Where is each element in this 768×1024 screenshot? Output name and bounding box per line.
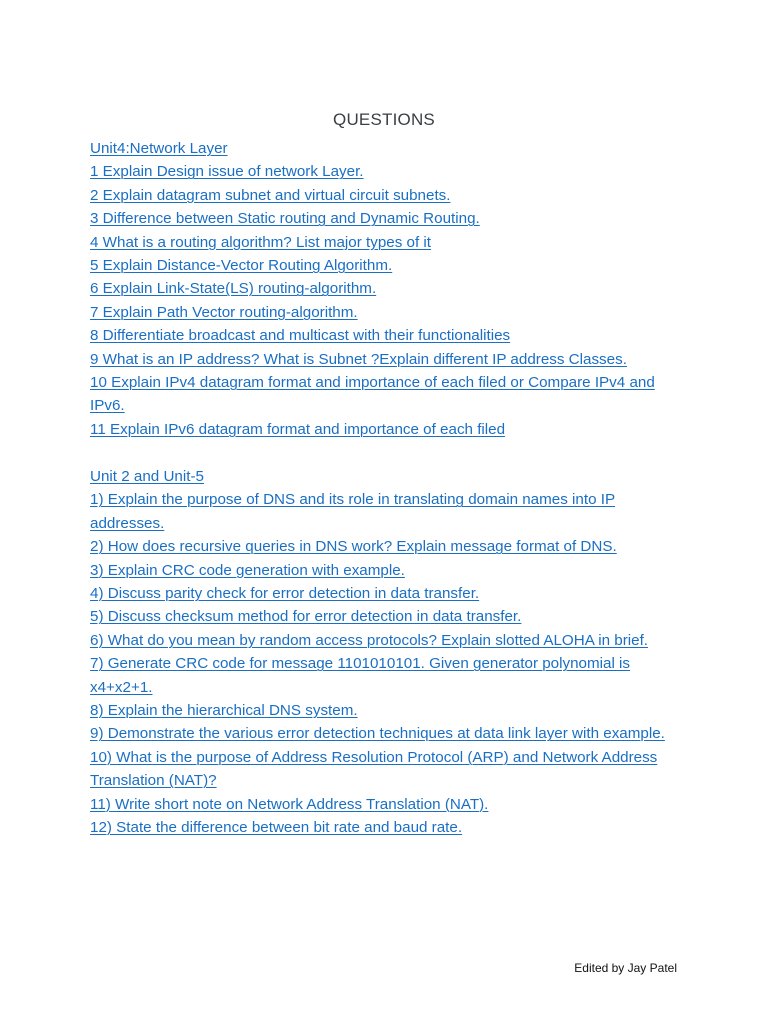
- unit2-5-question-10[interactable]: 10) What is the purpose of Address Resolution Protocol (ARP) and Network Address Translation (NAT)?: [90, 748, 658, 790]
- unit2-5-question-5[interactable]: 5) Discuss checksum method for error detection in data transfer.: [90, 608, 522, 626]
- unit4-question-3[interactable]: 3 Difference between Static routing and Dynamic Routing.: [90, 210, 480, 228]
- unit4-question-8[interactable]: 8 Differentiate broadcast and multicast with their functionalities: [90, 327, 511, 345]
- unit4-question-11[interactable]: 11 Explain IPv6 datagram format and importance of each filed: [90, 420, 506, 438]
- unit4-question-7[interactable]: 7 Explain Path Vector routing-algorithm.: [90, 303, 358, 321]
- unit2-5-question-6[interactable]: 6) What do you mean by random access protocols? Explain slotted ALOHA in brief.: [90, 631, 649, 649]
- unit2-5-section: [90, 465, 690, 840]
- unit4-question-9[interactable]: 9 What is an IP address? What is Subnet ?Explain different IP address Classes.: [90, 350, 627, 368]
- unit2-5-question-8[interactable]: 8) Explain the hierarchical DNS system.: [90, 702, 358, 720]
- unit2-5-question-9[interactable]: 9) Demonstrate the various error detection techniques at data link layer with example.: [90, 725, 665, 743]
- unit2-5-question-4[interactable]: 4) Discuss parity check for error detection in data transfer.: [90, 585, 480, 603]
- unit2-5-question-3[interactable]: 3) Explain CRC code generation with example.: [90, 561, 405, 579]
- unit2-5-question-2[interactable]: 2) How does recursive queries in DNS work? Explain message format of DNS.: [90, 538, 617, 556]
- unit2-5-question-1[interactable]: 1) Explain the purpose of DNS and its role in translating domain names into IP addresses.: [90, 491, 616, 532]
- unit2-5-heading-link[interactable]: Unit 2 and Unit-5: [90, 468, 204, 485]
- unit4-section: [90, 137, 690, 441]
- unit4-question-5[interactable]: 5 Explain Distance-Vector Routing Algorithm.: [90, 257, 393, 275]
- unit4-question-10[interactable]: 10 Explain IPv4 datagram format and importance of each filed or Compare IPv4 and IPv6.: [90, 374, 655, 415]
- unit4-heading-link[interactable]: Unit4:Network Layer: [90, 140, 228, 157]
- editor-credit: Edited by Jay Patel: [574, 961, 677, 975]
- unit4-question-4[interactable]: 4 What is a routing algorithm? List major types of it: [90, 233, 432, 251]
- unit2-5-question-11[interactable]: 11) Write short note on Network Address Translation (NAT).: [90, 795, 489, 813]
- unit2-5-question-12[interactable]: 12) State the difference between bit rate and baud rate.: [90, 819, 463, 837]
- page-title: QUESTIONS: [333, 110, 435, 129]
- unit4-question-6[interactable]: 6 Explain Link-State(LS) routing-algorithm.: [90, 280, 377, 298]
- unit4-question-1[interactable]: 1 Explain Design issue of network Layer.: [90, 163, 364, 181]
- unit4-question-2[interactable]: 2 Explain datagram subnet and virtual circuit subnets.: [90, 186, 451, 204]
- unit2-5-question-7[interactable]: 7) Generate CRC code for message 1101010101. Given generator polynomial is x4+x2+1.: [90, 655, 631, 696]
